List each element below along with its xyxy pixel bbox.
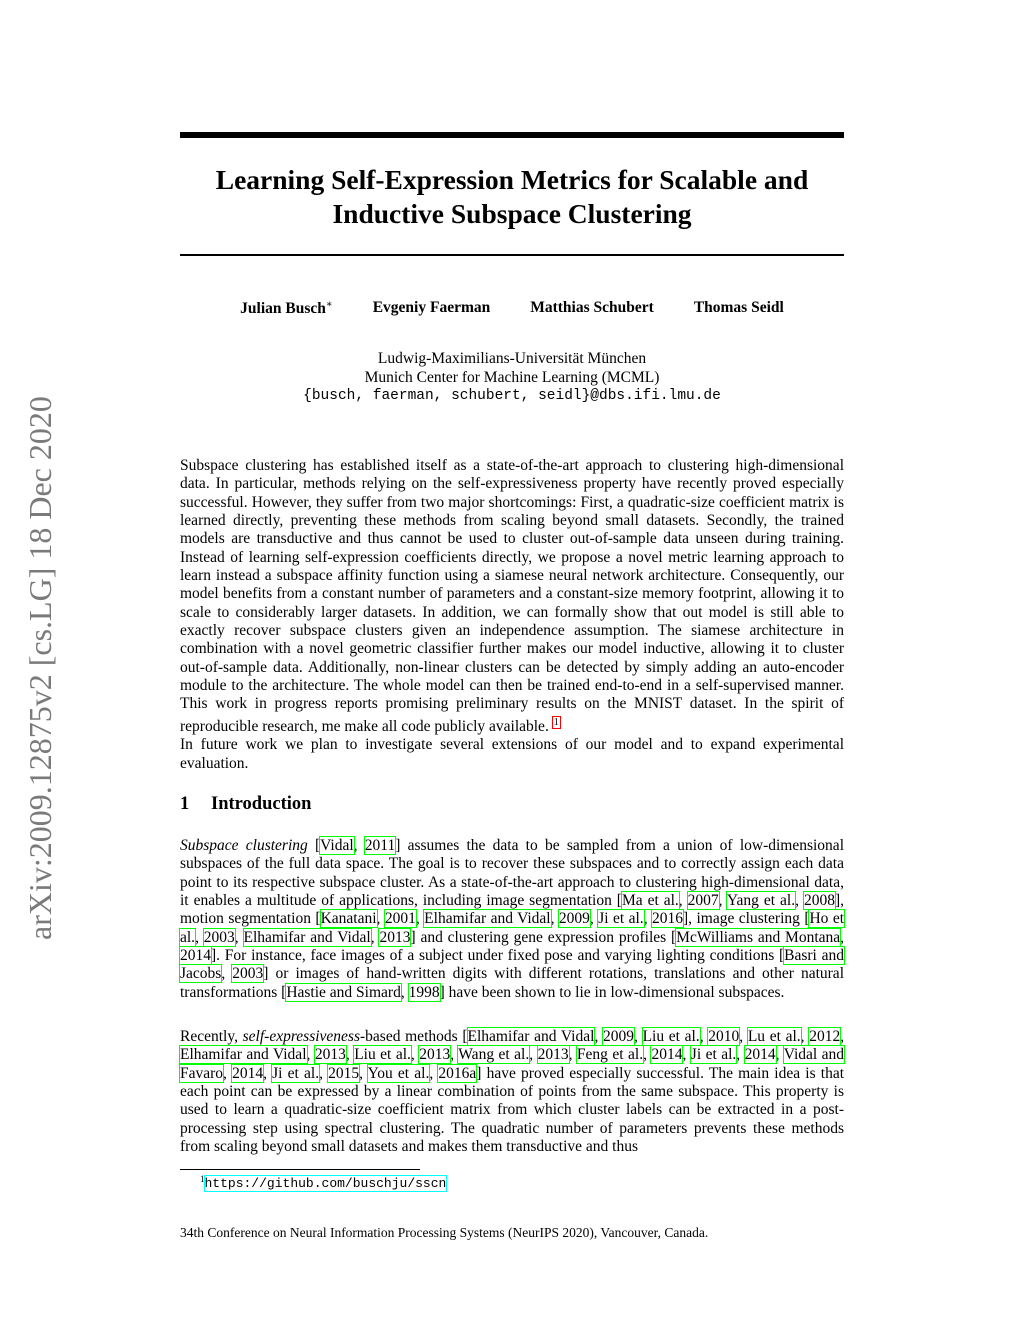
citation-link[interactable]: 2014 xyxy=(651,1046,683,1064)
citation-link[interactable]: 2010 xyxy=(708,1028,740,1045)
conference-notice: 34th Conference on Neural Information Processing Systems (NeurIPS 2020), Vancouver, Canada. xyxy=(180,1225,709,1240)
citation-link[interactable]: 2003 xyxy=(203,928,235,946)
citation-link[interactable]: 2011 xyxy=(364,837,396,854)
citation-link[interactable]: 2015 xyxy=(328,1064,360,1082)
arxiv-identifier: arXiv:2009.12875v2 [cs.LG] 18 Dec 2020 xyxy=(22,396,58,940)
citation-link[interactable]: Yang et al. xyxy=(726,892,796,910)
citation-link[interactable]: Hastie and Simard xyxy=(286,983,401,1001)
citation-link[interactable]: Ji et al. xyxy=(690,1046,737,1064)
citation-link[interactable]: Kanatani xyxy=(320,910,377,928)
author-emails: {busch, faerman, schubert, seidl}@dbs.ifi.lmu.de xyxy=(303,388,721,404)
affiliation-center: Munich Center for Machine Learning (MCML) xyxy=(364,369,660,386)
citation-link[interactable]: 2016a xyxy=(438,1064,477,1082)
citation-link[interactable]: 1998 xyxy=(408,983,440,1001)
citation-link[interactable]: 2013 xyxy=(379,928,411,946)
github-link[interactable]: https://github.com/buschju/sscn xyxy=(204,1176,447,1192)
citation-link[interactable]: 2013 xyxy=(314,1046,346,1064)
citation-link[interactable]: 2003 xyxy=(232,965,264,983)
citation-link[interactable]: 2008 xyxy=(803,892,835,910)
intro-paragraph-1: Subspace clustering [Vidal, 2011] assumes the data to be sampled from a union of low-dimensional subspaces of the full data space. The goal is to recover these subspaces and to correctly assign each data point to its respective subspace cluster. As a state-of-the-art approach to clustering high-dimensional data, it enables a multitude of applications, including image segmentation [Ma et al., 2007, Yang et al., 2008], motion segmentation [Kanatani, 2001, Elhamifar and Vidal, 2009, Ji et al., 2016], image clustering [Ho et al., 2003, Elhamifar and Vidal, 2013] and clustering gene expression profiles [McWilliams and Montana, 2014]. For instance, face images of a subject under fixed pose and varying lighting conditions [Basri and Jacobs, 2003] or images of hand-written digits with different rotations, translations and other natural transformations [Hastie and Simard, 1998] have been shown to lie in low-dimensional subspaces. xyxy=(180,837,845,1001)
author: Julian Busch∗ xyxy=(240,299,333,318)
citation-link[interactable]: Ho et al. xyxy=(180,910,845,946)
citation-link[interactable]: 2016 xyxy=(652,910,683,928)
citation-link[interactable]: Ma et al. xyxy=(621,892,679,910)
citation-link[interactable]: 2014 xyxy=(744,1046,776,1064)
citation-link[interactable]: Vidal xyxy=(320,837,354,854)
citation-link[interactable]: Elhamifar and Vidal xyxy=(243,928,371,946)
citation-link[interactable]: 2012 xyxy=(809,1028,841,1045)
footnote-rule xyxy=(180,1169,420,1170)
citation-link[interactable]: 2013 xyxy=(537,1046,569,1064)
title-rule-bottom xyxy=(180,254,844,256)
author: Evgeniy Faerman xyxy=(372,299,491,316)
citation-link[interactable]: 2013 xyxy=(419,1046,451,1064)
citation-link[interactable]: Basri and Jacobs xyxy=(180,947,844,983)
citation-link[interactable]: Elhamifar and Vidal xyxy=(467,1028,595,1045)
citation-link[interactable]: Vidal and Favaro xyxy=(180,1046,845,1082)
title-rule-top xyxy=(180,132,844,138)
affiliation-university: Ludwig-Maximilians-Universität München xyxy=(377,350,647,367)
citation-link[interactable]: Ji et al. xyxy=(598,910,644,928)
author: Thomas Seidl xyxy=(693,299,784,316)
citation-link[interactable]: Ji et al. xyxy=(272,1064,320,1082)
citation-link[interactable]: 2009 xyxy=(603,1028,634,1045)
citation-link[interactable]: 2009 xyxy=(558,910,590,928)
citation-link[interactable]: You et al. xyxy=(367,1064,430,1082)
citation-link[interactable]: Elhamifar and Vidal xyxy=(180,1046,307,1064)
footnote: $^1$https://github.com/buschju/sscn xyxy=(200,1174,447,1192)
citation-link[interactable]: Lu et al. xyxy=(747,1028,801,1045)
author-list xyxy=(180,299,844,318)
intro-paragraph-2: Recently, self-expressiveness-based methods [Elhamifar and Vidal, 2009, Liu et al., 2010, Lu et al., 2012, Elhamifar and Vidal, 2013, Liu et al., 2013, Wang et al., 2013, Feng et al., 2014, Ji et al., 2014, Vidal and Favaro, 2014, Ji et al., 2015, You et al., 2016a] have proved especially successful. The main idea is that each point can be expressed by a linear combination of points from the same subspace. This property is used to learn a quadratic-size coefficient matrix from which cluster labels can be extracted in a post-processing step using spectral clustering. The quadratic number of parameters prevents these methods from scaling beyond small datasets and makes them transductive and thus xyxy=(180,1028,845,1156)
citation-link[interactable]: Wang et al. xyxy=(458,1046,530,1064)
citation-link[interactable]: 2014 xyxy=(180,947,211,965)
citation-link[interactable]: 2007 xyxy=(687,892,719,910)
citation-link[interactable]: Liu et al. xyxy=(642,1028,700,1045)
citation-link[interactable]: Feng et al. xyxy=(576,1046,644,1064)
footnote-link[interactable]: 1 xyxy=(553,716,559,728)
author: Matthias Schubert xyxy=(530,299,654,316)
section-heading-introduction: 1 Introduction xyxy=(180,794,312,814)
citation-link[interactable]: Elhamifar and Vidal xyxy=(424,910,551,928)
citation-link[interactable]: 2014 xyxy=(232,1064,264,1082)
abstract: Subspace clustering has established itself as a state-of-the-art approach to clustering high-dimensional data. In particular, methods relying on the self-expressiveness property have recently proved especially successful. However, they suffer from two major shortcomings: First, a quadratic-size coefficient matrix is learned directly, preventing these methods from scaling beyond small datasets. Secondly, the trained models are transductive and thus cannot be used to cluster out-of-sample data unseen during training. Instead of learning self-expression coefficients directly, we propose a novel metric learning approach to learn instead a subspace affinity function using a siamese neural network architecture. Consequently, our model benefits from a constant number of parameters and a constant-size memory footprint, allowing it to scale to considerably larger datasets. In addition, we can formally show that out model is still able to exactly recover subspace clusters given an independence assumption. The siamese architecture in combination with a novel geometric classifier further makes our model inductive, allowing it to cluster out-of-sample data. Additionally, non-linear clusters can be detected by simply adding an auto-encoder module to the architecture. The whole model can then be trained end-to-end in a self-supervised manner. This work in progress reports promising preliminary results on the MNIST dataset. In the spirit of reproducible research, me make all code publicly available. $^1$ In future work we plan to investigate several extensions of our model and to expand experimental evaluation. xyxy=(180,457,844,772)
paper-title: Learning Self-Expression Metrics for Scalable and Inductive Subspace Clustering xyxy=(215,164,809,229)
citation-link[interactable]: Liu et al. xyxy=(354,1046,411,1064)
citation-link[interactable]: 2001 xyxy=(384,910,416,928)
citation-link[interactable]: McWilliams and Montana xyxy=(676,928,841,946)
affiliation xyxy=(180,349,844,406)
